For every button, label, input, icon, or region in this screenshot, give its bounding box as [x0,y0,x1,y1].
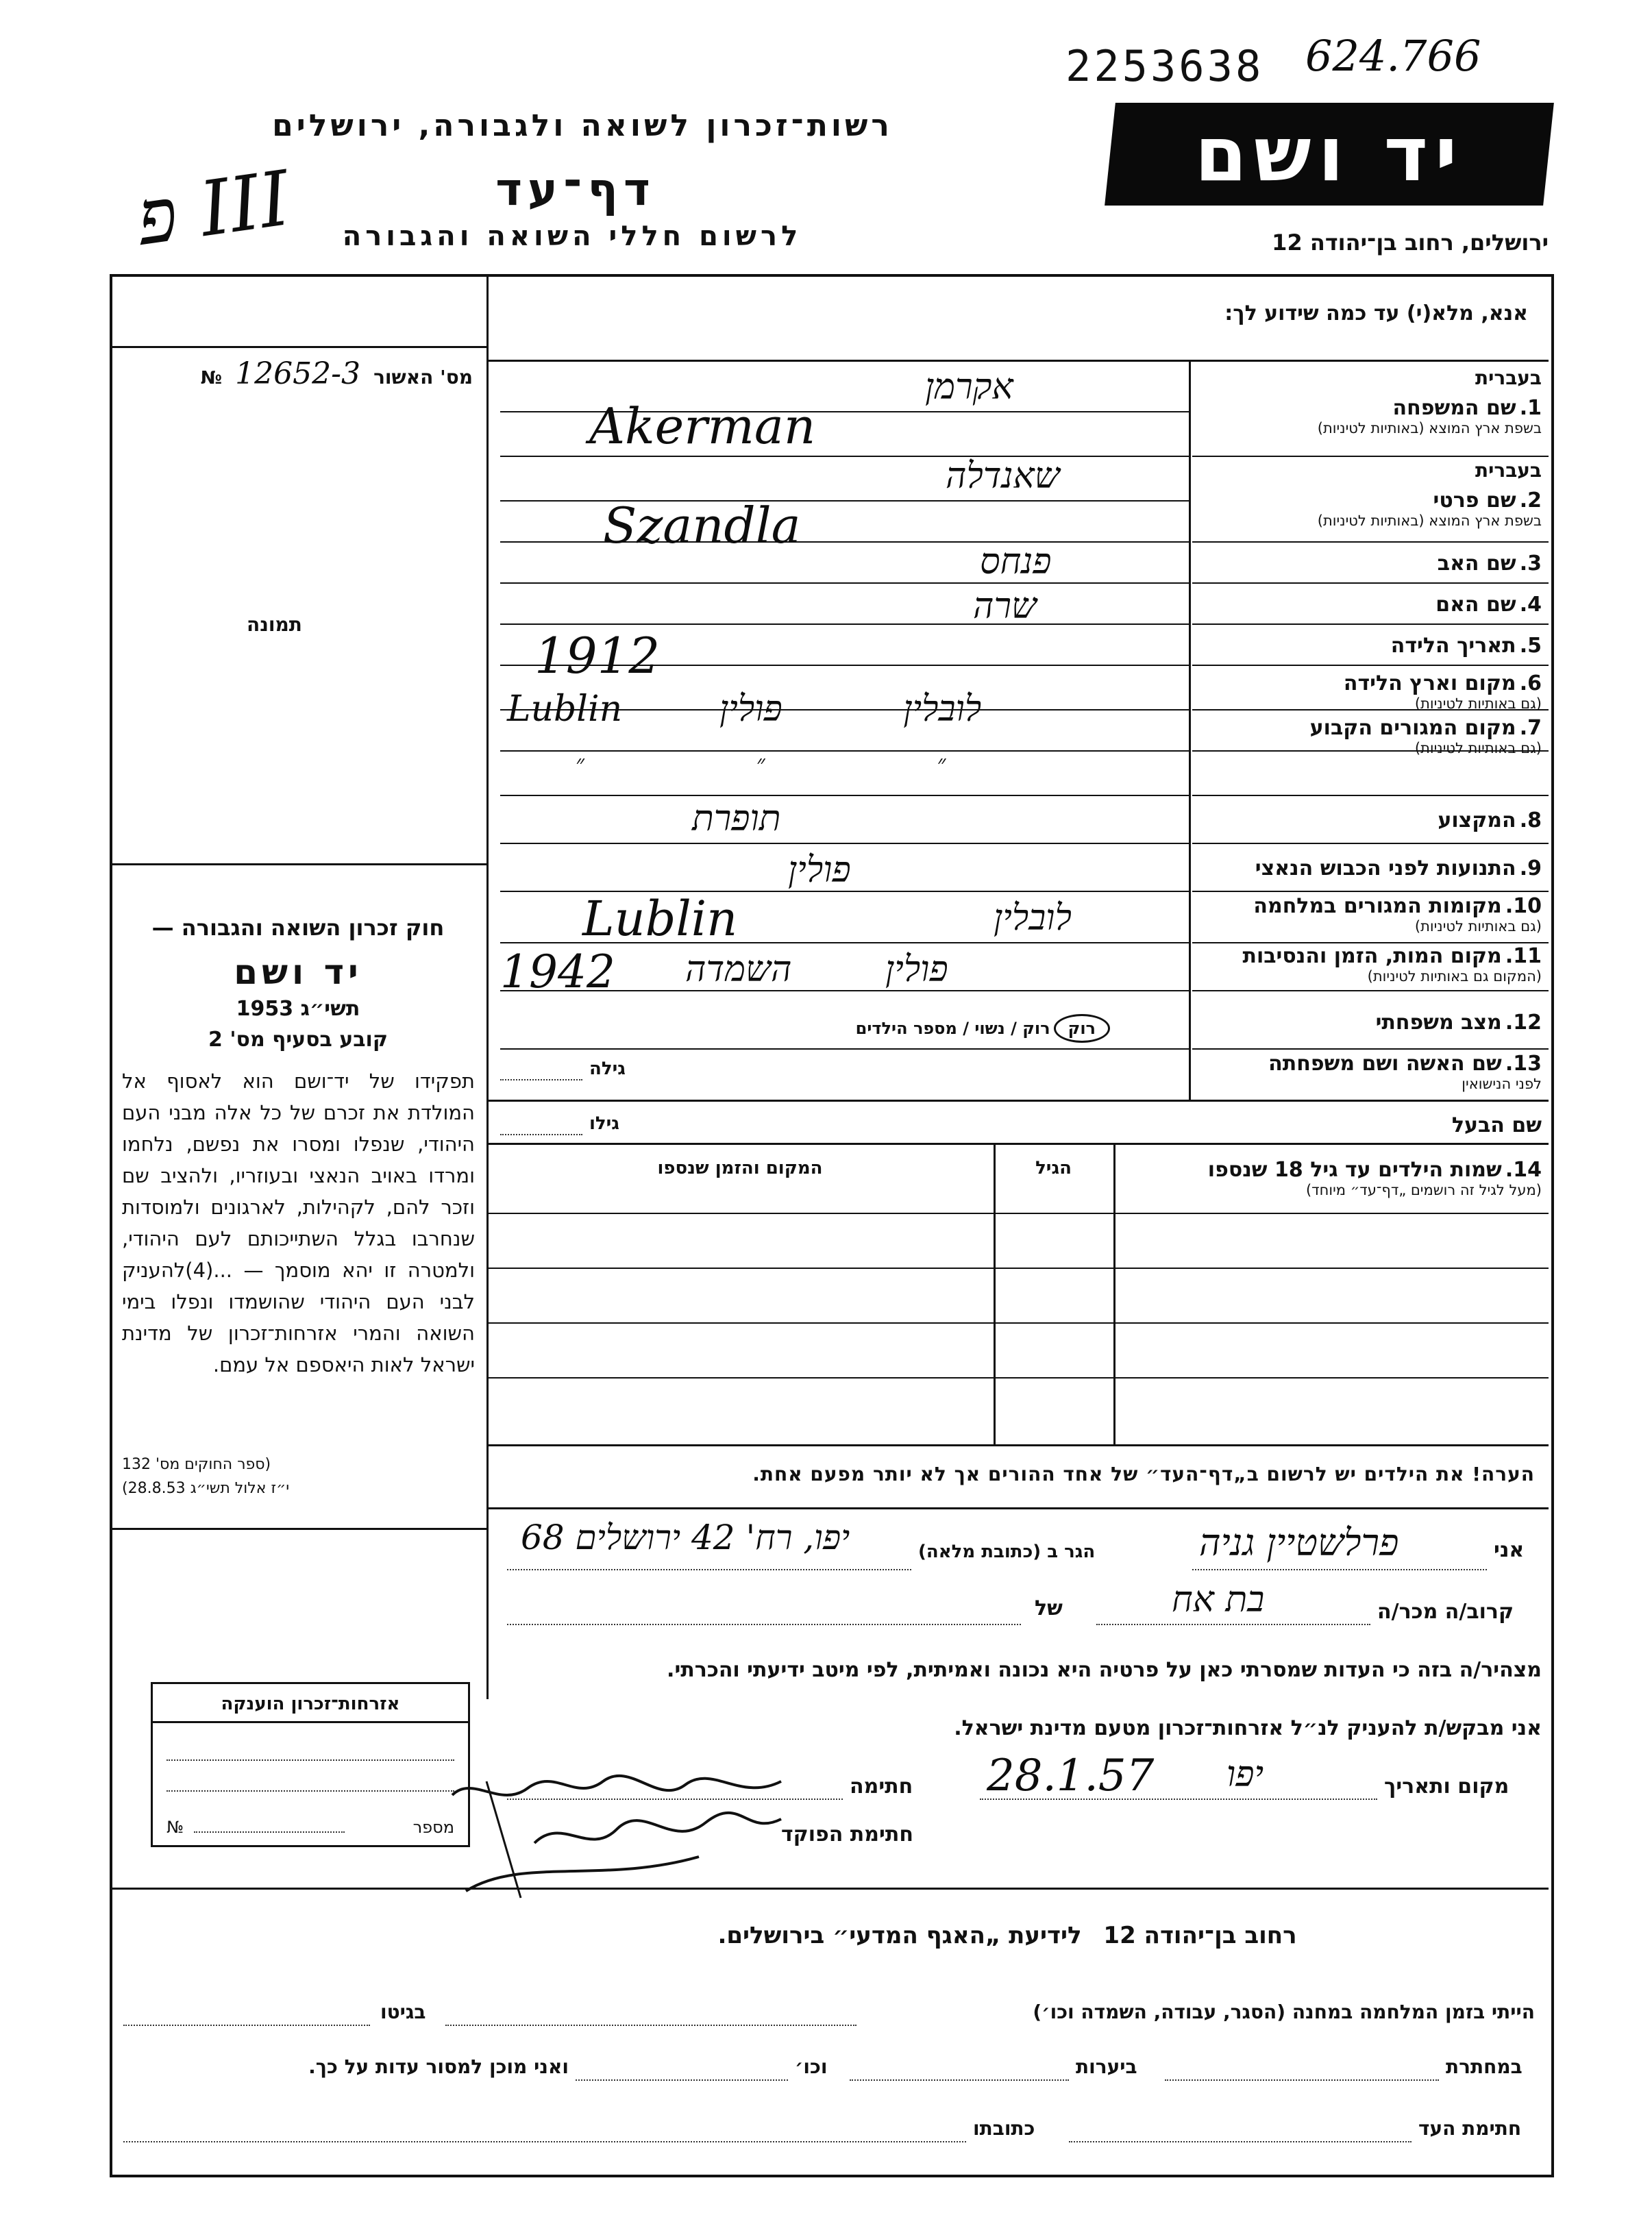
field-father-label: 3. שם האב [1437,552,1542,576]
date-value: 28.1.57 [987,1751,1155,1801]
declaration-name: פרלשטיין גניה [1199,1521,1399,1564]
intro-text: אנא, מלא(י) עד כמה שידוע לך: [1224,301,1528,325]
approval-number [137,356,473,391]
law-ref-1: (ספר החוקים מס' 132 [122,1456,271,1473]
signature-label: חתימה [850,1775,913,1799]
field-marital-label: 12. מצב משפחתי [1375,1011,1542,1035]
margin-note: פ III [132,154,295,262]
field-surname-latin: Akerman [589,397,816,455]
serial-number: 2253638 [1065,41,1264,91]
org-line: רשות־זכרון לשואה ולגבורה, ירושלים [272,108,893,143]
footer-line2-b: ביערות [1076,2055,1137,2078]
field-wartime-label: 10. מקומות המגורים במלחמה (גם באותיות לטיניות) [1253,894,1542,935]
field-father-value: פנחס [980,541,1052,582]
citizenship-box [151,1682,470,1847]
field-residence-label: 7. מקום המגורים הקבוע (גם באותיות לטיניות) [1309,716,1542,756]
form-subtitle: לרשום חללי השואה והגבורה [342,221,802,252]
field-birthdate-label: 5. תאריך הלידה [1390,634,1542,658]
declaration-ani: אני [1494,1538,1525,1562]
logo-text: יד ושם [1194,110,1464,198]
marital-circled: רוק [1054,1014,1110,1043]
citizenship-box-title: אזרחות־זכרון הוענקה [153,1684,468,1723]
wife-age-label: גילה [589,1059,626,1079]
yad-vashem-logo [1105,103,1554,206]
children-note: הערה! את הילדים יש לרשום ב„דף־העד״ של אחד ההורים אך לא יותר מפעם אחת. [752,1463,1535,1485]
field-prewar-label: 9. התנועות לפני הכבוש הנאצי [1255,856,1542,880]
footer-address: רחוב בן־יהודה 12 [1103,1922,1297,1949]
field-birthdate-value: 1912 [534,627,661,684]
field-surname-hebrew: אקרמן [925,367,1013,408]
footer-line2-c: וכו׳ [795,2055,828,2078]
field-death-label: 11. מקום המות, הזמן והנסיבות (המקום גם באותיות לטיניות) [1242,944,1542,985]
of-label: של [1035,1596,1063,1620]
declaration-statement: מצהיר/ה בזה כי העדות שמסרתי כאן על פרטיה היא נכונה ואמיתית, לפי מיטב ידיעתי והכרתי. [667,1658,1542,1682]
law-text: תפקידו של יד־ושם הוא לאסוף אל המולדת את זכרם של כל אלה מבני העם היהודי, שנפלו ומסרו את נפשם, נלחמו ומרדו באויב הנאצי ובעוזריו, ולהציב שם וזכר להם, לקהילות, לארגונים ולמוסדות שנחרבו בגלל השתייכותם לעם היהודי, ולמטרה זו יהא מוסמך — ...(4)להעניק לבני העם היהודי שהושמדו ונפלו בימי השואה והמרי אזרחות־זכרון של מדינת ישראל לאות היאספם אל עמם. [122,1070,475,1376]
officer-signature-label: חתימת הפוקד [781,1822,913,1846]
field-wife-label: 13. שם האשה ושם משפחתה לפני הנישואין [1268,1052,1542,1092]
footer-title [480,1922,1535,1949]
field-profession-label: 8. המקצוע [1438,808,1542,832]
relation-label: קרוב/ה מכר/ה [1377,1600,1514,1624]
children-col-age: הגיל [1035,1158,1072,1178]
footer-line3-b: כתובתו [973,2117,1035,2140]
approval-label: מס' האשור [373,366,473,388]
header-address: ירושלים, רחוב בן־יהודה 12 [1272,230,1549,256]
declaration-request: אני מבקש/ת להעניק לנ״ל אזרחות־זכרון מטעם מדינת ישראל. [954,1716,1542,1740]
law-section: קובע בסעיף מס' 2 [208,1028,388,1052]
declaration-resident: הגר ב (כתובת מלאה) [918,1542,1096,1562]
field-firstname-latin: Szandla [603,497,801,554]
law-ref-2: י״ז אלול תשי״ג 28.8.53) [122,1480,290,1497]
field-birthplace-label: 6. מקום וארץ הלידה (גם באותיות לטיניות) [1343,671,1542,712]
place-value: יפו [1226,1754,1264,1795]
children-col-place: המקום והזמן שנספו [657,1158,823,1178]
field-children-label: 14. שמות הילדים עד גיל 18 שנספו (מעל לגיל זה רושמים „דף־עד״ מיוחד) [1207,1158,1542,1198]
relation-value: בת אח [1172,1579,1265,1620]
field-death-year: 1942 [500,946,615,998]
citizenship-box-no: № [167,1818,184,1837]
field-birthplace-latin: Lublin [507,689,623,730]
field-profession-value: תופרת [692,798,781,839]
field-firstname-label: בעברית 2. שם פרטי בשפת ארץ המוצא (באותיות לטיניות) [1317,459,1542,529]
husband-age-label: גילו [589,1113,619,1134]
place-date-label: מקום ותאריך [1384,1775,1509,1799]
approval-value: 12652-3 [235,356,360,391]
law-year: תשי״ג 1953 [236,997,360,1021]
photo-label: תמונה [247,613,302,636]
field-marital-options [754,1014,1110,1043]
field-surname-label: בעברית 1. שם המשפחה בשפת ארץ המוצא (באותיות לטיניות) [1317,367,1542,436]
citizenship-box-number: מספר [412,1818,454,1837]
form-title: דף־עד [495,163,656,216]
field-prewar-value: פולין [788,850,851,891]
law-name: יד ושם [234,952,362,992]
handwritten-serial: 624.766 [1305,31,1481,81]
field-wartime-latin: Lublin [582,891,738,947]
footer-line2-a: במחתרת [1446,2055,1522,2078]
footer-line1-a: הייתי בזמן המלחמה במחנה (הסגר, עבודה, השמדה וכו׳) [1033,2001,1535,2023]
law-title: חוק זכרון השואה והגבורה — [151,915,445,941]
field-birthplace-value: לובלין פולין [719,689,982,730]
declaration-address: יפו, רח' 42 ירושלים 68 [521,1518,850,1557]
field-wartime-value: לובלין [994,898,1072,939]
field-firstname-hebrew: שאנדלה [946,456,1060,497]
husband-label: שם הבעל [1451,1113,1542,1137]
footer-title-text: לידיעת „האגף המדעי״ בירושלים. [717,1922,1082,1949]
footer-line1-b: בגיטו [380,2001,426,2023]
field-death-value: פולין השמדה [685,949,948,990]
field-mother-value: שרה [973,586,1037,627]
field-residence-value: ״ ״ ״ [576,750,946,778]
footer-line2-d: ואני מוכן למסור עדות על כך. [308,2055,569,2078]
marital-options-text: רוק / נשוי / מספר הילדים [855,1019,1050,1038]
footer-line3-a: חתימת העד [1418,2117,1522,2140]
approval-prefix: № [200,368,223,388]
field-mother-label: 4. שם האם [1435,593,1542,617]
